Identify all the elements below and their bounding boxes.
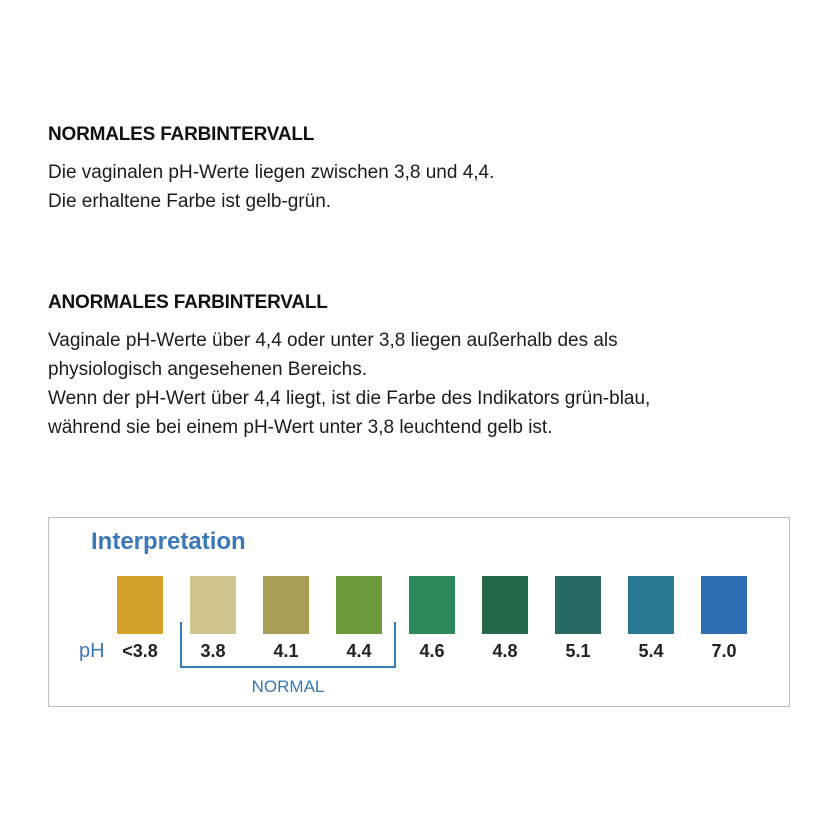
- heading-normal: NORMALES FARBINTERVALL: [48, 124, 315, 145]
- ph-value-label: 4.6: [419, 641, 445, 661]
- ph-value-label: 7.0: [711, 641, 737, 661]
- ph-value-label: 5.1: [565, 641, 591, 661]
- normal-range-bracket: [180, 622, 396, 668]
- ph-swatch: [409, 576, 455, 634]
- normal-line-2: Die erhaltene Farbe ist gelb-grün.: [48, 191, 332, 212]
- ph-value-label: 4.8: [492, 641, 518, 661]
- ph-swatch: [701, 576, 747, 634]
- ph-value-label: 3.8: [200, 641, 226, 661]
- abnormal-line-1: Vaginale pH-Werte über 4,4 oder unter 3,8 liegen außerhalb des als: [48, 330, 618, 351]
- ph-label: pH: [79, 640, 105, 662]
- ph-swatch: [117, 576, 163, 634]
- ph-value-label: 4.4: [346, 641, 372, 661]
- heading-abnormal: ANORMALES FARBINTERVALL: [48, 292, 328, 313]
- ph-swatch: [628, 576, 674, 634]
- ph-value-label: 5.4: [638, 641, 664, 661]
- abnormal-line-4: während sie bei einem pH-Wert unter 3,8 leuchtend gelb ist.: [48, 417, 553, 438]
- interpretation-title: Interpretation: [91, 528, 246, 555]
- abnormal-line-2: physiologisch angesehenen Bereichs.: [48, 359, 367, 380]
- ph-swatch: [482, 576, 528, 634]
- abnormal-line-3: Wenn der pH-Wert über 4,4 liegt, ist die Farbe des Indikators grün-blau,: [48, 388, 651, 409]
- normal-line-1: Die vaginalen pH-Werte liegen zwischen 3,8 und 4,4.: [48, 162, 495, 183]
- ph-value-label: 4.1: [273, 641, 299, 661]
- normal-range-label: NORMAL: [251, 677, 325, 696]
- interpretation-panel: [48, 517, 790, 707]
- section-abnormal-range: [48, 292, 808, 442]
- ph-value-label: <3.8: [122, 641, 158, 661]
- ph-swatch: [555, 576, 601, 634]
- section-normal-range: [48, 124, 808, 216]
